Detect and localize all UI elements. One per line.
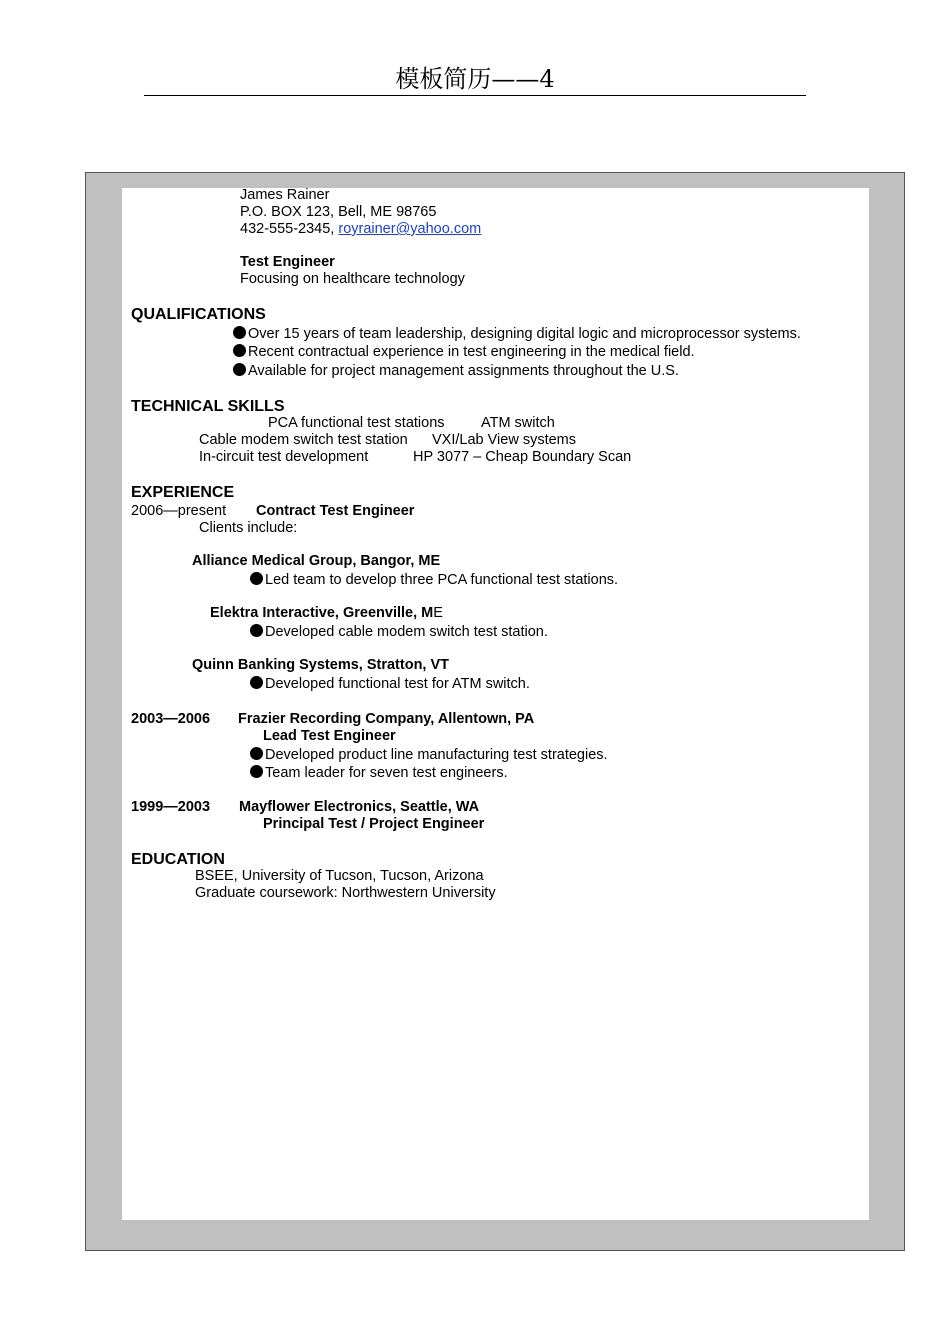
bullet-dot bbox=[233, 363, 246, 376]
job-title: Principal Test / Project Engineer bbox=[263, 816, 485, 832]
bullet-dot bbox=[250, 765, 263, 778]
job-dates: 2003—2006 bbox=[131, 711, 211, 727]
qualifications-heading: QUALIFICATIONS bbox=[131, 306, 266, 323]
objective-title: Test Engineer bbox=[240, 254, 335, 270]
skill-item: HP 3077 – Cheap Boundary Scan bbox=[413, 449, 632, 465]
bullet-dot bbox=[233, 344, 246, 357]
job-bullet: Team leader for seven test engineers. bbox=[250, 765, 508, 782]
client-bullet: Developed functional test for ATM switch. bbox=[250, 676, 530, 693]
bullet-dot bbox=[233, 326, 246, 339]
education-coursework: Graduate coursework: Northwestern University bbox=[195, 885, 496, 901]
experience-heading: EXPERIENCE bbox=[131, 484, 235, 501]
bullet-dot bbox=[250, 676, 263, 689]
client-bullet: Developed cable modem switch test station. bbox=[250, 624, 548, 641]
education-heading: EDUCATION bbox=[131, 851, 225, 868]
clients-intro: Clients include: bbox=[199, 520, 298, 536]
job-bullet: Developed product line manufacturing test strategies. bbox=[250, 747, 608, 764]
skill-item: Cable modem switch test station bbox=[199, 432, 408, 448]
title-underline bbox=[144, 95, 806, 96]
bullet-dot bbox=[250, 624, 263, 637]
job-company: Frazier Recording Company, Allentown, PA bbox=[238, 711, 535, 727]
contact-address: P.O. BOX 123, Bell, ME 98765 bbox=[240, 204, 437, 220]
job-title: Lead Test Engineer bbox=[263, 728, 396, 744]
skill-item: VXI/Lab View systems bbox=[432, 432, 576, 448]
objective-focus: Focusing on healthcare technology bbox=[240, 271, 465, 287]
skill-item: ATM switch bbox=[481, 415, 555, 431]
client-bullet: Led team to develop three PCA functional test stations. bbox=[250, 572, 618, 589]
qualification-item: Available for project management assignments throughout the U.S. bbox=[233, 363, 679, 380]
skill-item: In-circuit test development bbox=[199, 449, 369, 465]
job-dates: 2006—present bbox=[131, 503, 227, 519]
bullet-dot bbox=[250, 572, 263, 585]
client-name: Alliance Medical Group, Bangor, ME bbox=[192, 553, 441, 569]
job-title: Contract Test Engineer bbox=[256, 503, 415, 519]
education-degree: BSEE, University of Tucson, Tucson, Arizona bbox=[195, 868, 484, 884]
job-dates: 1999—2003 bbox=[131, 799, 211, 815]
technical-skills-heading: TECHNICAL SKILLS bbox=[131, 398, 285, 415]
qualification-item: Over 15 years of team leadership, designing digital logic and microprocessor systems. bbox=[233, 326, 801, 343]
contact-name: James Rainer bbox=[240, 187, 330, 203]
contact-phone: 432-555-2345, bbox=[240, 221, 339, 237]
skill-item: PCA functional test stations bbox=[268, 415, 445, 431]
bullet-dot bbox=[250, 747, 263, 760]
contact-phone-line bbox=[240, 221, 481, 238]
email-link[interactable]: royrainer@yahoo.com bbox=[338, 221, 482, 237]
client-name: Elektra Interactive, Greenville, ME bbox=[210, 605, 443, 621]
qualification-item: Recent contractual experience in test engineering in the medical field. bbox=[233, 344, 695, 361]
job-company: Mayflower Electronics, Seattle, WA bbox=[239, 799, 480, 815]
client-name: Quinn Banking Systems, Stratton, VT bbox=[192, 657, 450, 673]
page-title: 模板简历——4 bbox=[395, 65, 555, 93]
